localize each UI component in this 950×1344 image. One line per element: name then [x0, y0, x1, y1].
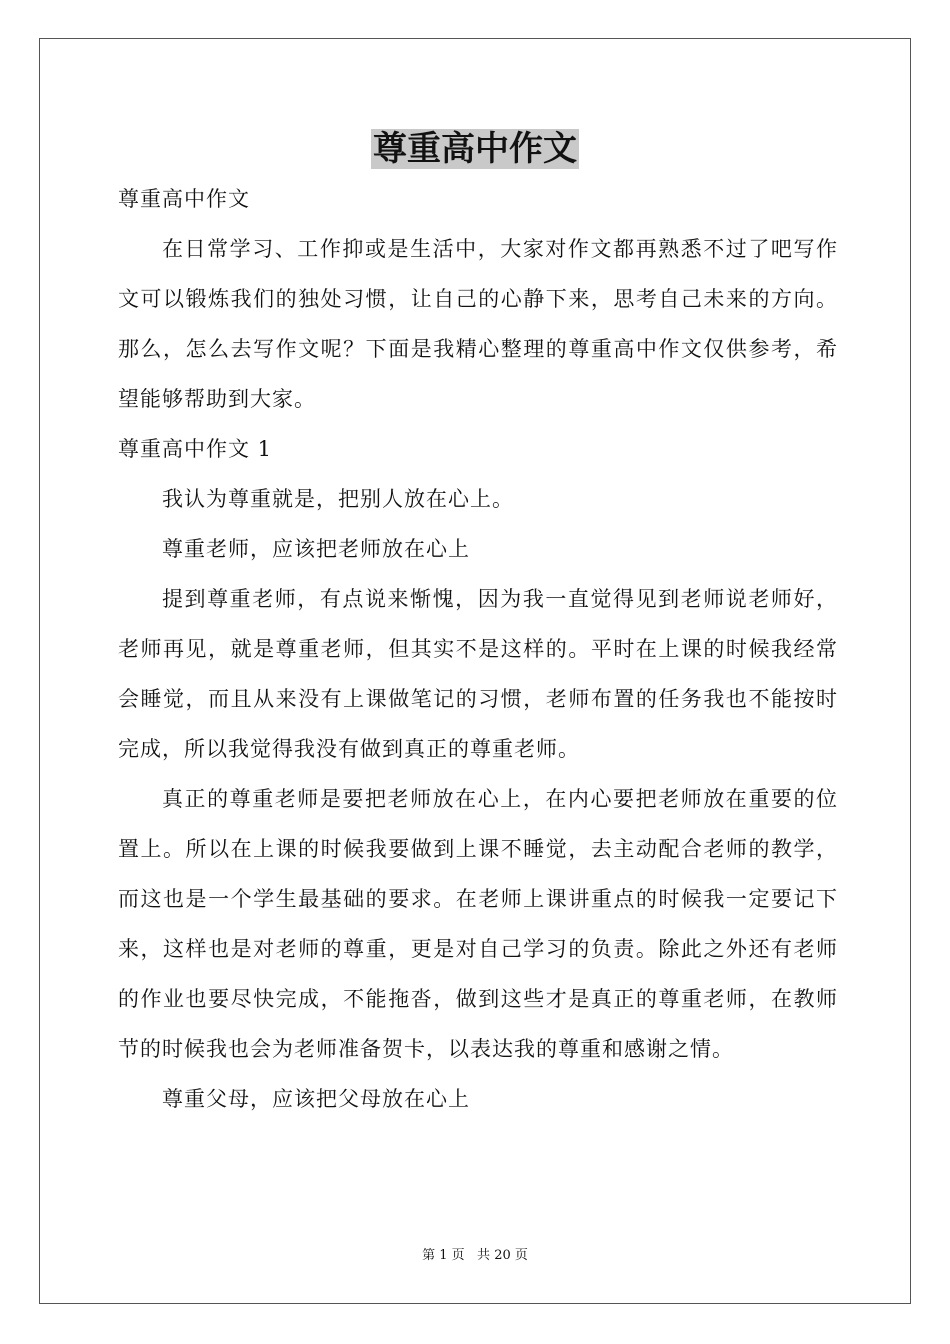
paragraph-intro: 在日常学习、工作抑或是生活中，大家对作文都再熟悉不过了吧写作文可以锻炼我们的独处习惯，让自己的心静下来，思考自己未来的方向。那么，怎么去写作文呢？下面是我精心整理的尊重高中作文仅供参考，希望能够帮助到大家。	[118, 237, 838, 411]
document-title-text: 尊重高中作文	[373, 129, 577, 169]
document-body	[118, 174, 838, 1124]
paragraph: 我认为尊重就是，把别人放在心上。	[162, 487, 514, 511]
page-number: 第 1 页 共 20 页	[422, 1248, 528, 1263]
paragraph: 真正的尊重老师是要把老师放在心上，在内心要把老师放在重要的位置上。所以在上课的时候我要做到上课不睡觉，去主动配合老师的教学，而这也是一个学生最基础的要求。在老师上课讲重点的时候我一定要记下来，这样也是对老师的尊重，更是对自己学习的负责。除此之外还有老师的作业也要尽快完成，不能拖沓，做到这些才是真正的尊重老师，在教师节的时候我也会为老师准备贺卡，以表达我的尊重和感谢之情。	[118, 787, 838, 1061]
paragraph-section-heading: 尊重高中作文 1	[118, 437, 273, 461]
page-footer	[0, 1247, 950, 1265]
paragraph: 尊重父母，应该把父母放在心上	[162, 1087, 470, 1111]
document-title	[0, 126, 950, 172]
paragraph: 提到尊重老师，有点说来惭愧，因为我一直觉得见到老师说老师好，老师再见，就是尊重老师，但其实不是这样的。平时在上课的时候我经常会睡觉，而且从来没有上课做笔记的习惯，老师布置的任务我也不能按时完成，所以我觉得我没有做到真正的尊重老师。	[118, 587, 838, 761]
paragraph-heading: 尊重高中作文	[118, 187, 250, 211]
paragraph: 尊重老师，应该把老师放在心上	[162, 537, 470, 561]
